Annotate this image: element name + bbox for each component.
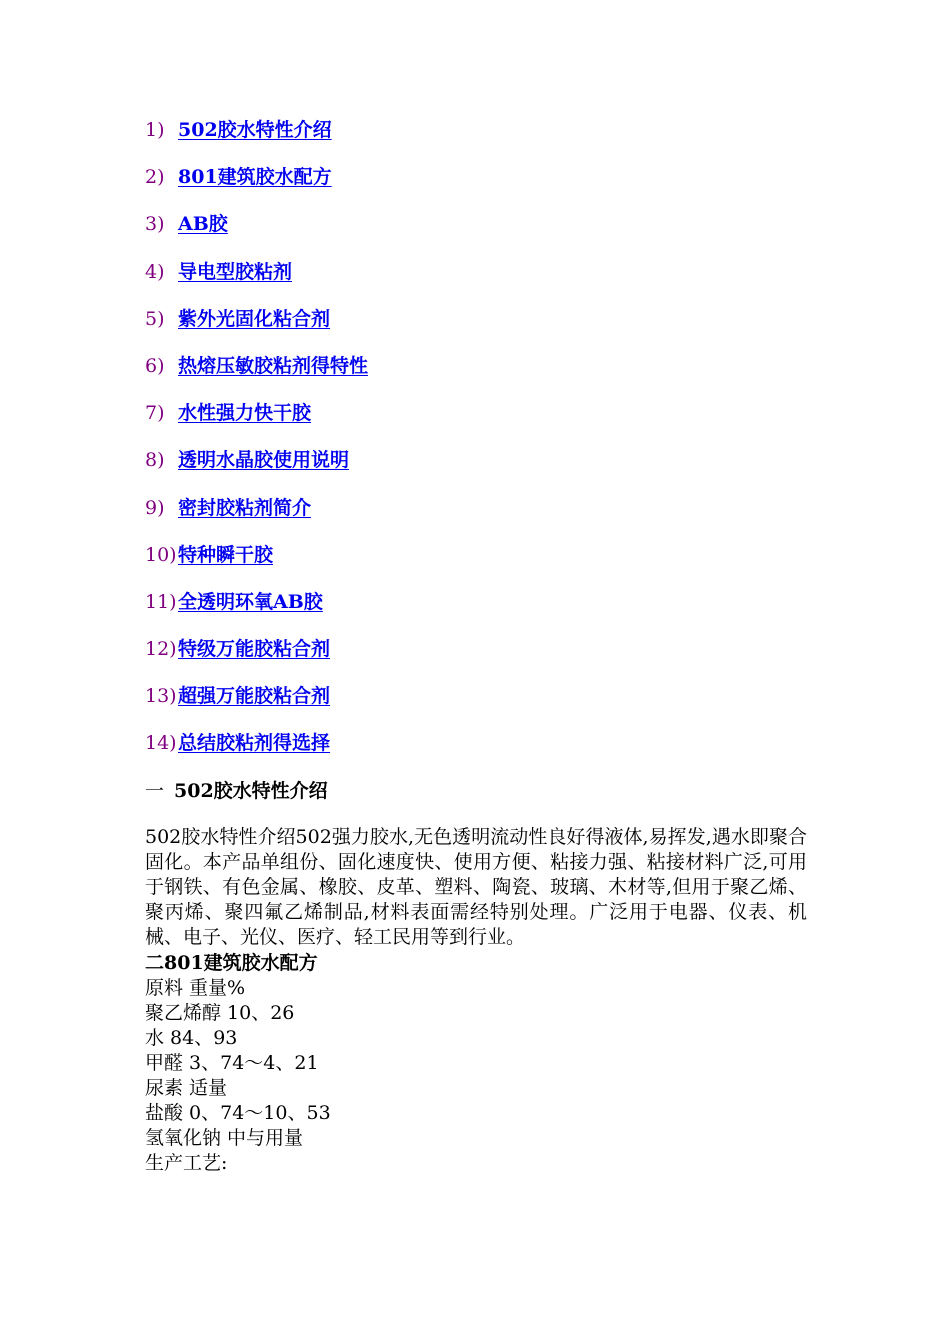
toc-number: 4) bbox=[145, 260, 165, 283]
toc-link-water-based-glue[interactable]: 水性强力快干胶 bbox=[178, 402, 312, 425]
toc-item bbox=[145, 400, 815, 447]
section-1-title: 502胶水特性介绍 bbox=[174, 779, 328, 802]
toc-link-uv-adhesive[interactable]: 紫外光固化粘合剂 bbox=[178, 307, 331, 330]
section-1-heading bbox=[145, 778, 815, 825]
section-1-body: 502胶水特性介绍502强力胶水,无色透明流动性良好得液体,易挥发,遇水即聚合固化。本产品单组份、固化速度快、使用方便、粘接力强、粘接材料广泛,可用于钢铁、有色金属、橡胶、皮革、塑料、陶瓷、玻璃、木材等,但用于聚乙烯、聚丙烯、聚四氟乙烯制品,材料表面需经特别处理。广泛用于电器、仪表、机械、电子、光仪、医疗、轻工民用等到行业。 bbox=[145, 825, 807, 948]
toc-link-conductive-adhesive[interactable]: 导电型胶粘剂 bbox=[178, 260, 293, 283]
toc-link-hot-melt[interactable]: 热熔压敏胶粘剂得特性 bbox=[178, 354, 369, 377]
toc-link-epoxy-ab[interactable]: 全透明环氧AB胶 bbox=[178, 590, 323, 613]
toc-number: 2) bbox=[145, 166, 165, 189]
toc-number: 6) bbox=[145, 354, 165, 377]
toc-number: 10) bbox=[145, 543, 177, 566]
toc-link-crystal-glue[interactable]: 透明水晶胶使用说明 bbox=[178, 449, 350, 472]
section-1-mark: 一 bbox=[145, 779, 165, 802]
toc-link-summary[interactable]: 总结胶粘剂得选择 bbox=[178, 732, 331, 755]
toc-link-sealant[interactable]: 密封胶粘剂简介 bbox=[178, 496, 312, 519]
toc-item bbox=[145, 683, 815, 730]
text-line: 甲醛 3、74～4、21 bbox=[145, 1051, 319, 1074]
toc-number: 13) bbox=[145, 685, 177, 708]
toc-number: 5) bbox=[145, 307, 165, 330]
toc-item bbox=[145, 636, 815, 683]
toc-link-502-glue[interactable]: 502胶水特性介绍 bbox=[178, 119, 332, 141]
document-page bbox=[145, 117, 815, 1176]
text-line: 盐酸 0、74～10、53 bbox=[145, 1101, 331, 1124]
toc-item bbox=[145, 589, 815, 636]
text-line: 氢氧化钠 中与用量 bbox=[145, 1126, 304, 1149]
toc-number: 3) bbox=[145, 213, 165, 236]
toc-item bbox=[145, 730, 815, 777]
section-2-lines bbox=[145, 976, 815, 1176]
text-line: 水 84、93 bbox=[145, 1026, 238, 1049]
toc-link-instant-glue[interactable]: 特种瞬干胶 bbox=[178, 543, 274, 566]
toc-item bbox=[145, 164, 815, 211]
table-of-contents bbox=[145, 117, 815, 778]
toc-item bbox=[145, 117, 815, 164]
toc-number: 14) bbox=[145, 732, 177, 755]
section-2-heading: 二801建筑胶水配方 bbox=[145, 951, 318, 974]
toc-link-ab-glue[interactable]: AB胶 bbox=[178, 213, 228, 236]
toc-item bbox=[145, 495, 815, 542]
text-line: 聚乙烯醇 10、26 bbox=[145, 1001, 295, 1024]
toc-number: 12) bbox=[145, 638, 177, 661]
text-line: 生产工艺: bbox=[145, 1151, 228, 1174]
toc-item bbox=[145, 447, 815, 494]
toc-link-801-glue[interactable]: 801建筑胶水配方 bbox=[178, 166, 332, 189]
text-line: 原料 重量% bbox=[145, 976, 246, 999]
toc-item bbox=[145, 259, 815, 306]
text-line: 尿素 适量 bbox=[145, 1076, 228, 1099]
toc-item bbox=[145, 306, 815, 353]
toc-item bbox=[145, 211, 815, 258]
toc-item bbox=[145, 353, 815, 400]
toc-link-super-universal[interactable]: 超强万能胶粘合剂 bbox=[178, 685, 331, 708]
toc-number: 7) bbox=[145, 402, 165, 425]
toc-number: 11) bbox=[145, 590, 177, 613]
toc-link-premium-universal[interactable]: 特级万能胶粘合剂 bbox=[178, 638, 331, 661]
toc-number: 9) bbox=[145, 496, 165, 519]
toc-number: 1) bbox=[145, 119, 165, 141]
toc-number: 8) bbox=[145, 449, 165, 472]
toc-item bbox=[145, 542, 815, 589]
